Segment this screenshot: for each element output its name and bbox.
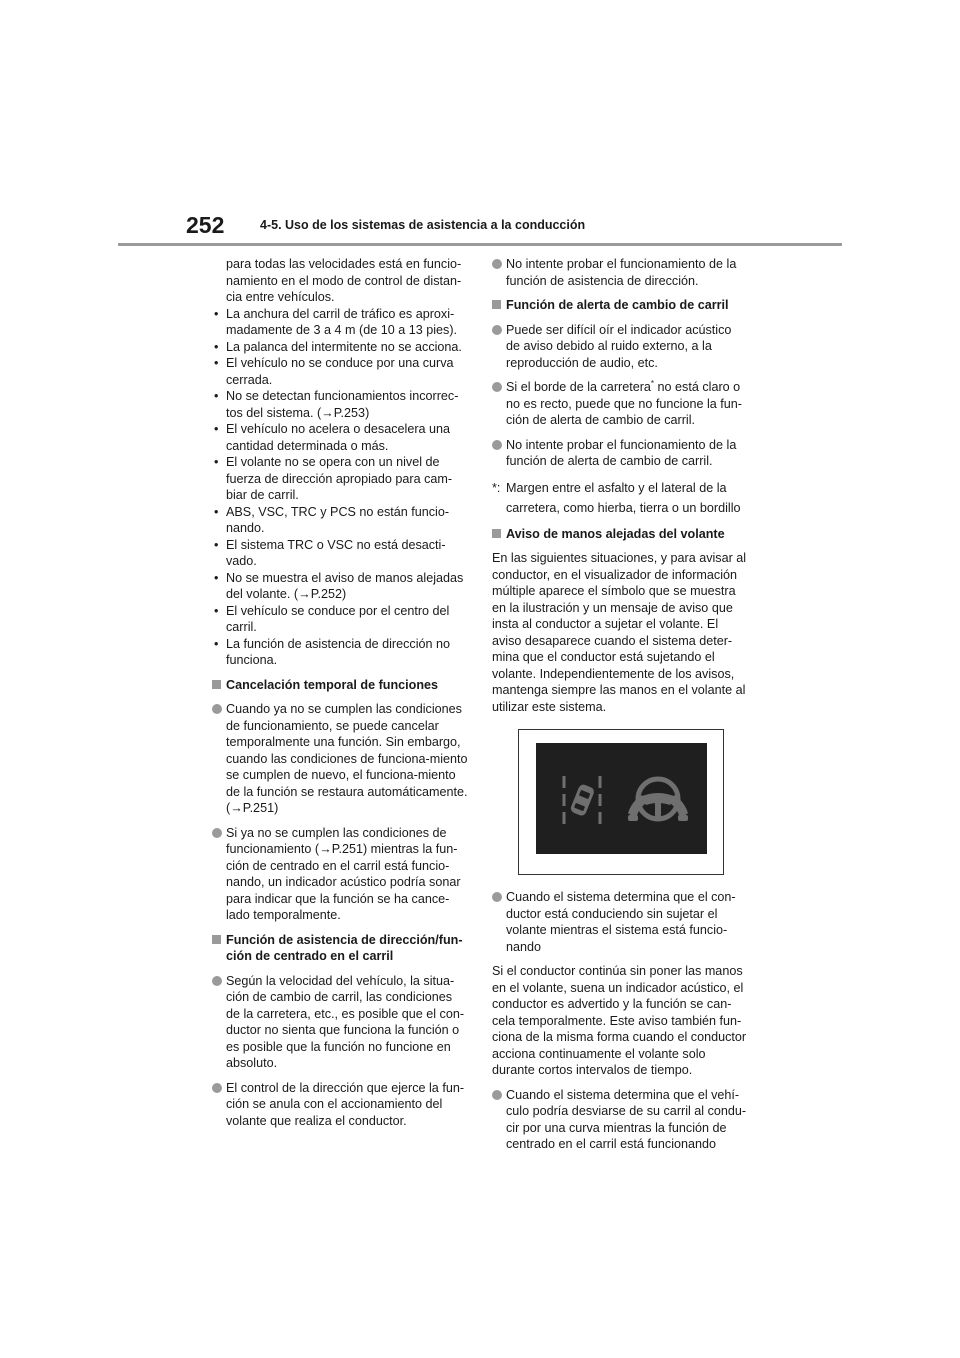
circle-bullet-icon [212,828,222,838]
heading-text: Cancelación temporal de funciones [226,677,439,692]
heading-temporary-cancel [212,677,468,694]
list-item: • ABS, VSC, TRC y PCS no están funcio-nando. [212,504,468,537]
intro-text: para todas las velocidades está en funcio-namiento en el modo de control de distan-cia entre vehículos. [226,257,462,304]
circle-bullet-icon [492,382,502,392]
lane-departure-car-icon [564,776,600,824]
footnote [492,478,748,518]
bullet-text: No intente probar el funcionamiento de la función de alerta de cambio de carril. [506,437,737,468]
bullet-text: Según la velocidad del vehículo, la situa-ción de cambio de carril, las condiciones de la carretera, etc., es posible que el con-ductor no sienta que funciona la función o es posible que la función no funcione en absoluto. [226,973,465,1070]
list-item: • No se detectan funcionamientos incorrec-tos del sistema. (→P.253) [212,388,468,421]
bullet-item [492,1087,748,1153]
bullet-item [212,973,468,1072]
page-number: 252 [186,212,225,238]
circle-bullet-icon [492,259,502,269]
bullet-item [212,701,468,817]
display-illustration [518,729,724,875]
circle-bullet-icon [212,1083,222,1093]
bullet-item [212,825,468,924]
bullet-item [212,1080,468,1130]
left-column [212,256,468,1137]
list-item: • El vehículo no acelera o desacelera una cantidad determinada o más. [212,421,468,454]
list-item: • La palanca del intermitente no se acciona. [212,339,468,356]
circle-bullet-icon [212,976,222,986]
list-item: • El vehículo se conduce por el centro del carril. [212,603,468,636]
heading-lane-departure-alert [492,297,748,314]
right-column [492,256,748,1161]
bullet-text: Cuando el sistema determina que el vehí-culo podría desviarse de su carril al condu-cir por una curva mientras la función de centrado en el carril está funcionando [506,1087,747,1151]
circle-bullet-icon [492,325,502,335]
heading-text: Aviso de manos alejadas del volante [506,526,725,541]
circle-bullet-icon [492,440,502,450]
list-item: • La función de asistencia de dirección no funciona. [212,636,468,669]
square-bullet-icon [212,935,221,944]
hands-off-paragraph-2: Si el conductor continúa sin poner las manos en el volante, suena un indicador acústico, el conductor es advertido y la función se can-cela temporalmente. Este aviso también fun-ciona de la misma forma cuando el conductor acciona continuamente el volante solo durante cortos intervalos de tiempo. [492,964,747,1077]
list-item: • El sistema TRC o VSC no está desacti-vado. [212,537,468,570]
bullet-text: Cuando ya no se cumplen las condiciones de funcionamiento, se puede cancelar temporalmente una función. Sin embargo, cuando las condiciones de funciona-miento se cumplen de nuevo, el funciona-miento de la función se restaura automáticamente. (→P.251) [226,702,468,815]
footnote-text: Margen entre el asfalto y el lateral de la carretera, como hierba, tierra o un bordillo [506,480,741,515]
header-rule [118,243,842,246]
hands-off-steering-wheel-icon [628,779,688,821]
bullet-item [492,379,748,429]
bullet-text: Si ya no se cumplen las condiciones de funcionamiento (→P.251) mientras la fun-ción de centrado en el carril está funcio-nando, un indicador acústico podría sonar para indicar que la función se ha cance-lado temporalmente. [226,825,461,922]
multi-info-display [536,743,707,854]
heading-text: Función de alerta de cambio de carril [506,298,729,312]
conditions-list [212,306,468,669]
bullet-item [492,322,748,372]
heading-hands-off-warning [492,526,748,543]
bullet-item [492,437,748,470]
section-title: 4-5. Uso de los sistemas de asistencia a la conducción [260,218,586,232]
bullet-text: Puede ser difícil oír el indicador acústico de aviso debido al ruido externo, a la reproducción de audio, etc. [506,322,732,370]
bullet-item [492,256,748,289]
circle-bullet-icon [492,892,502,902]
circle-bullet-icon [212,704,222,714]
square-bullet-icon [492,300,501,309]
square-bullet-icon [492,529,501,538]
heading-steering-assist [212,932,468,965]
list-item: • La anchura del carril de tráfico es aproxi-madamente de 3 a 4 m (de 10 a 13 pies). [212,306,468,339]
bullet-text-post: no está claro o no es recto, puede que no funcione la fun-ción de alerta de cambio de carril. [506,380,742,427]
bullet-item [492,889,748,955]
circle-bullet-icon [492,1090,502,1100]
list-item: • No se muestra el aviso de manos alejadas del volante. (→P.252) [212,570,468,603]
heading-text: Función de asistencia de dirección/fun-ción de centrado en el carril [226,932,463,963]
bullet-text: El control de la dirección que ejerce la fun-ción se anula con el accionamiento del volante que realiza el conductor. [226,1080,465,1128]
footnote-mark: *: [492,480,501,495]
list-item: • El vehículo no se conduce por una curva cerrada. [212,355,468,388]
bullet-text-pre: Si el borde de la carretera [506,380,651,394]
list-item: • El volante no se opera con un nivel de fuerza de dirección apropiado para cam-biar de carril. [212,454,468,504]
bullet-text: No intente probar el funcionamiento de la función de asistencia de dirección. [506,257,737,288]
square-bullet-icon [212,680,221,689]
footnote-asterisk: * [650,378,655,388]
bullet-text: Cuando el sistema determina que el con-ductor está conduciendo sin sujetar el volante mientras el sistema está funcio-nando [506,890,736,954]
hands-off-paragraph: En las siguientes situaciones, y para avisar al conductor, en el visualizador de información múltiple aparece el símbolo que se muestra en la ilustración y un mensaje de aviso que insta al conductor a sujetar el volante. El aviso desaparece cuando el sistema deter-mina que el conductor está sujetando el volante. Independientemente de los avisos, mantenga siempre las manos en el volante al utilizar este sistema. [492,551,747,714]
